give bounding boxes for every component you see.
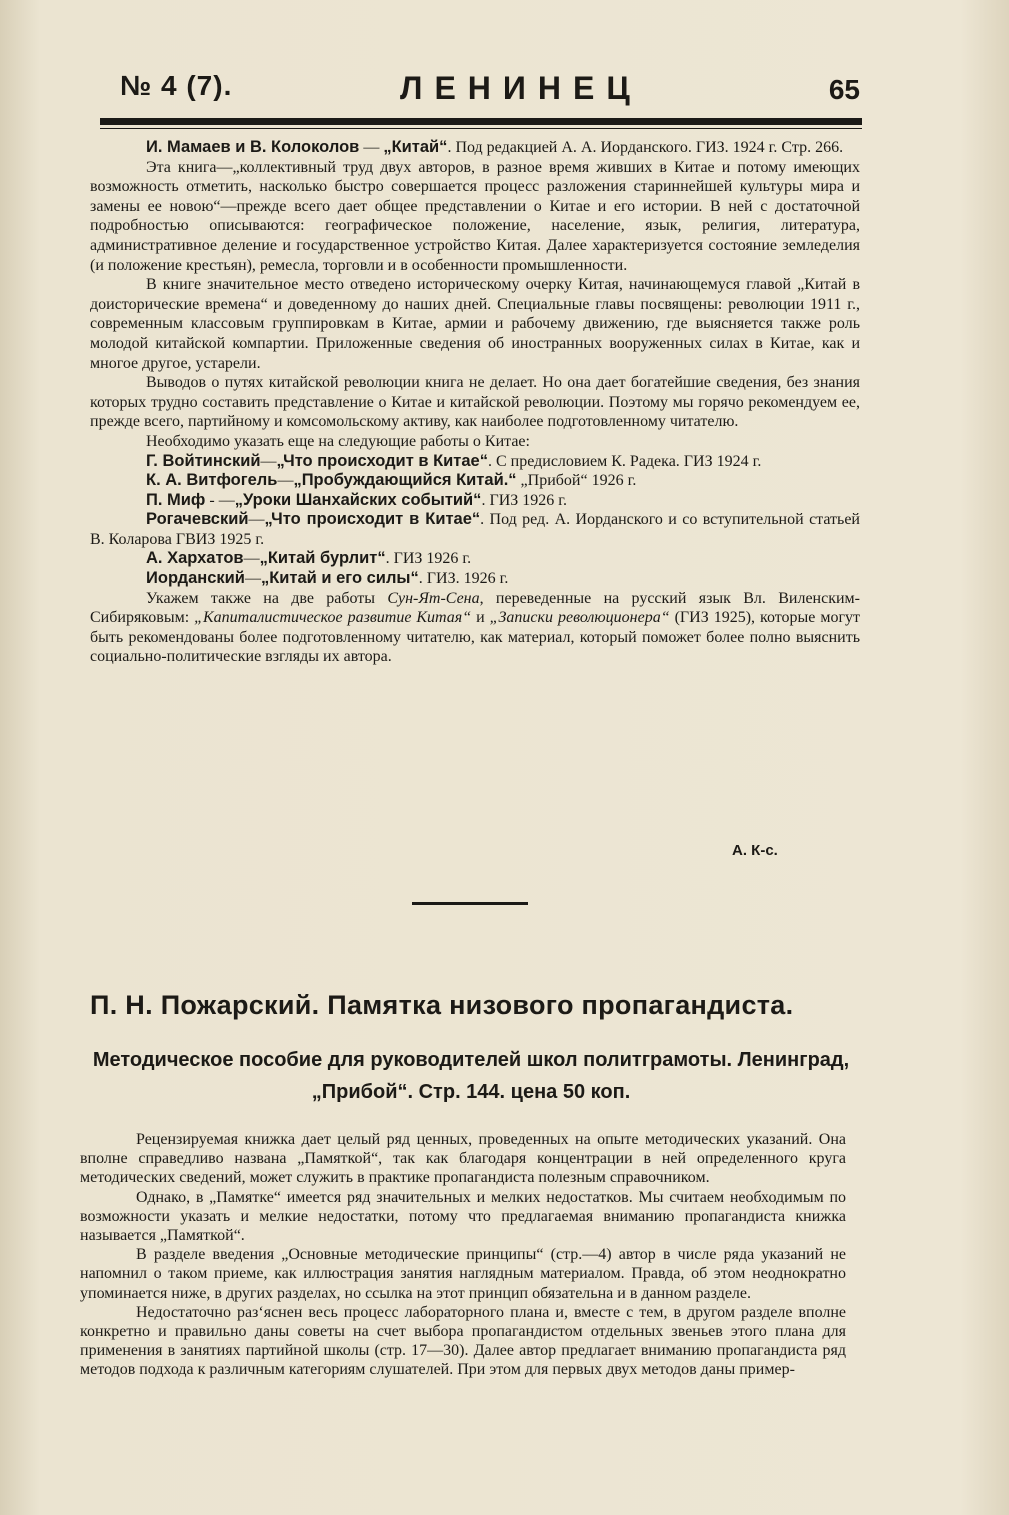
review-book-details: . Под редакцией А. А. Иорданского. ГИЗ. 1924 г. Стр. 266. (447, 139, 844, 156)
work-entry: К. А. Витфогель—„Пробуждающийся Китай.“ „Прибой“ 1926 г. (146, 471, 637, 490)
page-number: 65 (828, 74, 860, 105)
work-title: „Пробуждающийся Китай.“ (293, 471, 517, 490)
review-china (90, 138, 860, 667)
issue-number: № 4 (7). (120, 70, 233, 101)
book-title: „Записки революционера“ (489, 609, 670, 627)
work-author: А. Хархатов (146, 549, 244, 568)
review-authors: И. Мамаев и В. Колоколов (146, 138, 360, 156)
work-title: „Что происходит в Китае“ (264, 510, 481, 529)
work-details: . ГИЗ. 1926 г. (418, 570, 509, 588)
work-title: „Что происходит в Китае“ (276, 451, 488, 470)
review-subtitle: Методическое пособие для руководителей школ политграмоты. Ленинград, „Прибой“. Стр. 144. цена 50 коп. (92, 1049, 850, 1103)
work-details: . ГИЗ 1926 г. (385, 550, 472, 568)
paragraph: Эта книга—„коллективный труд двух авторов, в разное время живших в Китае и потому имеющих возможность отметить, насколько быстро совершается процесс разложения стариннейшей культуры мира и замены ее новою“—прежде всего дает общее представлении о Китае и его истории. В ней с достаточной подробностью описываются: географическое положение, население, язык, религия, литература, административное деление и государственное устройство Китая. Далее характеризуется состояние земледелия (и положение крестьян), ремесла, торговли и в особенности промышленности. (90, 158, 860, 274)
work-title: „Китай бурлит“ (259, 549, 386, 568)
paragraph: В книге значительное место отведено историческому очерку Китая, начинающемуся главой „Китай в доисторические времена“ и доведенному до наших дней. Специальные главы посвящены: революции 1911 г., современным классовым группировкам в Китае, армии и рабочему движению, где выясняется также роль молодой китайской компартии. Приложенные сведения об иностранных вооруженных силах в Китае, как и многое другое, устарели. (90, 276, 860, 372)
work-author: П. Миф (146, 490, 206, 509)
work-details: . Под ред. А. Иорданского и со вступительной статьей В. Коларова ГВИЗ 1925 г. (90, 511, 860, 548)
review-dash: — (359, 139, 384, 156)
work-author: Иорданский (146, 569, 245, 588)
work-entry: Рогачевский—„Что происходит в Китае“. Под ред. А. Иорданского и со вступительной статьей В. Коларова ГВИЗ 1925 г. (90, 510, 860, 548)
paragraph: Недостаточно раз‘яснен весь процесс лабораторного плана и, вместе с тем, в другом разделе вполне конкретно и правильно даны советы на счет выбора пропагандистом отдельных звеньев этого плана для применения в занятиях партийной школы (стр. 17—30). Далее автор предлагает вниманию пропагандиста ряд методов подхода к различным категориям слушателей. При этом для первых двух методов даны пример- (80, 1303, 846, 1379)
work-details: „Прибой“ 1926 г. (516, 472, 637, 490)
header-rule-thick (100, 118, 862, 125)
review-pamphlet (80, 1130, 846, 1380)
section-separator (412, 902, 528, 905)
work-author: К. А. Витфогель (146, 471, 278, 490)
review-book-title: „Китай“ (383, 138, 448, 156)
paragraph: Рецензируемая книжка дает целый ряд ценных, проведенных на опыте методических указаний. Она вполне справедливо названа „Памяткой“, так как благодаря концентрации в ней определенного круга методических сведений, может служить в практике пропагандиста полезным справочником. (80, 1131, 846, 1187)
work-title: „Китай и его силы“ (260, 569, 419, 588)
work-entry: Г. Войтинский—„Что происходит в Китае“. С предисловием К. Радека. ГИЗ 1924 г. (146, 451, 762, 470)
review-signature: А. К-с. (732, 842, 778, 859)
book-title: „Капиталистическое развитие Китая“ (194, 609, 472, 627)
review-heading (90, 138, 860, 158)
paragraph: Однако, в „Памятке“ имеется ряд значительных и мелких недостатков. Мы считаем необходимым по возможности указать и мелкие недостатки, потому что предлагаемая вниманию пропагандиста книжка называется „Памяткой“. (80, 1188, 846, 1245)
review-title: П. Н. Пожарский. Памятка низового пропагандиста. (90, 990, 794, 1020)
header-rule-thin (100, 128, 862, 129)
paragraph: В разделе введения „Основные методические принципы“ (стр.—4) автор в числе ряда указаний не напомнил о таком приеме, как иллюстрация занятия наглядным материалом. Правда, об этом неоднократно упоминается ниже, в других разделах, но ссылка на этот принцип обязательна и в данном разделе. (80, 1246, 846, 1302)
page-header (120, 70, 860, 120)
journal-title: ЛЕНИНЕЦ (400, 70, 642, 106)
work-details: . ГИЗ 1926 г. (481, 491, 568, 509)
paragraph: Необходимо указать еще на следующие работы о Китае: (146, 432, 530, 450)
work-author: Г. Войтинский (146, 451, 261, 470)
work-entry: П. Миф - —„Уроки Шанхайских событий“. ГИЗ 1926 г. (146, 490, 568, 509)
paragraph: Выводов о путях китайской революции книга не делает. Но она дает богатейшие сведения, без знания которых трудно составить представление о Китае и китайской революции. Поэтому мы горячо рекомендуем ее, прежде всего, партийному и комсомольскому активу, как наиболее подготовленному читателю. (90, 374, 860, 431)
paragraph: Укажем также на две работы Сун-Ят-Сена, переведенные на русский язык Вл. Виленским-Сибиряковым: „Капиталистическое развитие Китая“ и „Записки революционера“ (ГИЗ 1925), которые могут быть рекомендованы более подготовленному читателю, как материал, который поможет более полно выяснить социально-политические взгляды их автора. (90, 589, 861, 666)
work-title: „Уроки Шанхайских событий“ (234, 490, 482, 509)
work-details: . С предисловием К. Радека. ГИЗ 1924 г. (487, 452, 762, 470)
person-name: Сун-Ят-Сена (387, 589, 480, 607)
work-entry: А. Хархатов—„Китай бурлит“. ГИЗ 1926 г. (146, 549, 472, 568)
work-entry: Иорданский—„Китай и его силы“. ГИЗ. 1926 г. (146, 569, 509, 588)
work-author: Рогачевский (146, 510, 249, 529)
